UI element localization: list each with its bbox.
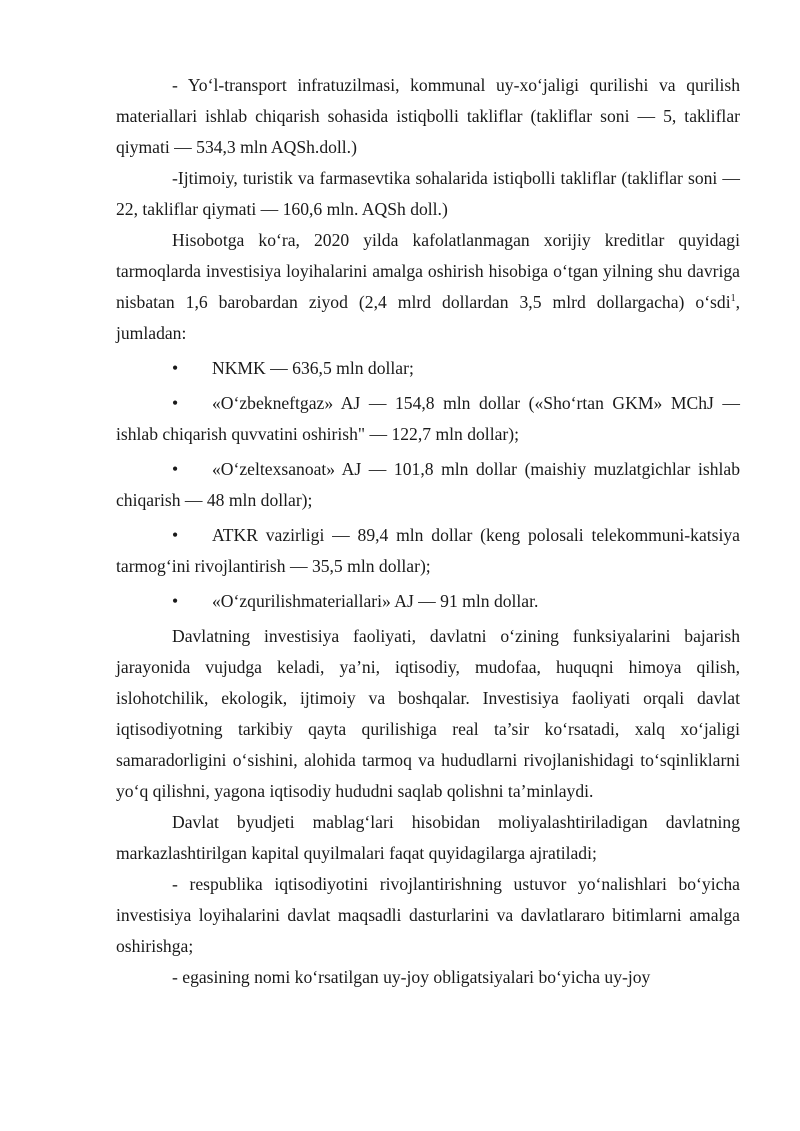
paragraph-foreign-credits [116,225,740,349]
bullet-icon: • [172,358,179,378]
list-item-text: ATKR vazirligi — 89,4 mln dollar (keng polosali telekommuni-katsiya tarmog‘ini rivojlantirish — 35,5 mln dollar); [116,525,740,576]
list-item [116,520,740,582]
list-item [116,586,740,617]
bullet-icon: • [172,591,179,611]
foreign-credits-tail: , jumladan: [116,292,740,343]
footnote-marker: 1 [730,293,736,305]
list-item [116,353,740,384]
bullet-icon: • [172,393,179,413]
paragraph-budget-investments: Davlat byudjeti mablag‘lari hisobidan moliyalashtiriladigan davlatning markazlashtirilgan kapital quyilmalari faqat quyidagilarga ajratiladi; [116,812,740,863]
list-item-text: «O‘zbekneftgaz» AJ — 154,8 mln dollar («Sho‘rtan GKM» MChJ — ishlab chiqarish quvvatini oshirish" — 122,7 mln dollar); [116,393,740,444]
list-item-text: «O‘zeltexsanoat» AJ — 101,8 mln dollar (maishiy muzlatgichlar ishlab chiqarish — 48 mln dollar); [116,459,740,510]
list-item-text: «O‘zqurilishmateriallari» AJ — 91 mln dollar. [212,591,539,611]
paragraph-state-investment: Davlatning investisiya faoliyati, davlatni o‘zining funksiyalarini bajarish jarayonida vujudga keladi, ya’ni, iqtisodiy, mudofaa, huquqni himoya qilish, islohotchilik, ekologik, ijtimoiy va boshqalar. Investisiya faoliyati orqali davlat iqtisodiyotning tarkibiy qayta qurilishiga real ta’sir ko‘rsatadi, xalq xo‘jaligi samaradorligini o‘sishini, alohida tarmoq va hududlarni rivojlanishidagi to‘sqinliklarni yo‘q qilishni, yagona iqtisodiy hududni saqlab qolishni ta’minlaydi. [116,626,740,801]
paragraph-housing-bonds: - egasining nomi ko‘rsatilgan uy-joy obligatsiyalari bo‘yicha uy-joy [172,967,651,987]
foreign-credits-text: Hisobotga ko‘ra, 2020 yilda kafolatlanmagan xorijiy kreditlar quyidagi tarmoqlarda investisiya loyihalarini amalga oshirish hisobiga o‘tgan yilning shu davriga nisbatan 1,6 barobardan ziyod (2,4 mlrd dollardan 3,5 mlrd dollargacha) o‘sdi [116,230,740,312]
document-page [116,70,740,993]
paragraph-transport-proposals: - Yo‘l-transport infratuzilmasi, kommunal uy-xo‘jaligi qurilishi va qurilish materiallari ishlab chiqarish sohasida istiqbolli takliflar (takliflar soni — 5, takliflar qiymati — 534,3 mln AQSh.doll.) [116,75,740,157]
list-item-text: NKMK — 636,5 mln dollar; [212,358,414,378]
list-item [116,388,740,450]
list-item [116,454,740,516]
bullet-icon: • [172,459,179,479]
paragraph-priority-projects: - respublika iqtisodiyotini rivojlantirishning ustuvor yo‘nalishlari bo‘yicha investisiya loyihalarini davlat maqsadli dasturlarini va davlatlararo bitimlarni amalga oshirishga; [116,874,740,956]
bullet-icon: • [172,525,179,545]
paragraph-social-proposals: -Ijtimoiy, turistik va farmasevtika sohalarida istiqbolli takliflar (takliflar soni — 22, takliflar qiymati — 160,6 mln. AQSh doll.) [116,168,740,219]
